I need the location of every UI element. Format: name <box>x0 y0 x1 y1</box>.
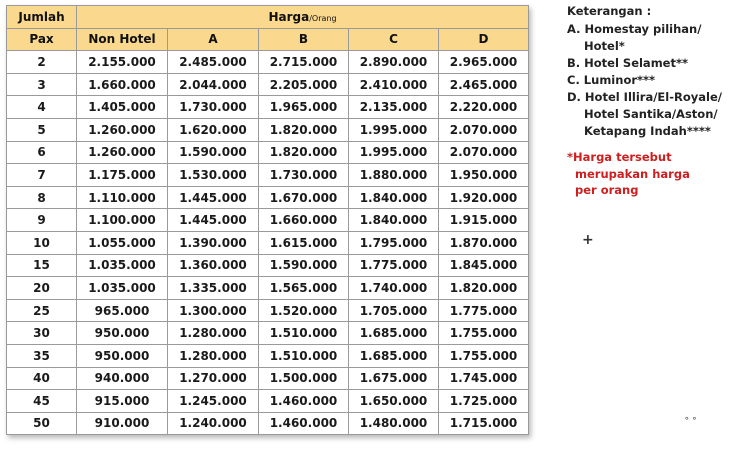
note-item-d-line1: D. Hotel Illira/El-Royale/ <box>567 90 722 104</box>
price-note-line1: *Harga tersebut <box>567 150 672 164</box>
note-item-b-line1: B. Hotel Selamet** <box>567 56 688 70</box>
price-cell: 1.840.000 <box>349 186 439 209</box>
price-cell: 1.035.000 <box>77 277 168 300</box>
pax-cell: 7 <box>7 164 77 187</box>
header-jumlah: Jumlah <box>7 6 77 29</box>
price-cell: 2.485.000 <box>168 51 259 74</box>
price-cell: 1.920.000 <box>439 186 529 209</box>
price-cell: 1.725.000 <box>439 390 529 413</box>
price-cell: 1.715.000 <box>439 412 529 435</box>
price-cell: 2.070.000 <box>439 141 529 164</box>
price-cell: 2.155.000 <box>77 51 168 74</box>
price-cell: 1.755.000 <box>439 344 529 367</box>
note-item-c-line1: C. Luminor*** <box>567 73 656 87</box>
price-cell: 1.870.000 <box>439 231 529 254</box>
price-cell: 1.740.000 <box>349 277 439 300</box>
table-row <box>7 322 529 345</box>
pax-cell: 9 <box>7 209 77 232</box>
header-col-d: D <box>439 28 529 51</box>
price-cell: 2.890.000 <box>349 51 439 74</box>
price-cell: 1.620.000 <box>168 118 259 141</box>
price-cell: 2.410.000 <box>349 73 439 96</box>
price-cell: 1.390.000 <box>168 231 259 254</box>
pax-cell: 3 <box>7 73 77 96</box>
price-note <box>567 149 732 199</box>
pax-cell: 20 <box>7 277 77 300</box>
pax-cell: 10 <box>7 231 77 254</box>
header-col-a: A <box>168 28 259 51</box>
price-cell: 1.820.000 <box>259 141 349 164</box>
price-cell: 2.205.000 <box>259 73 349 96</box>
price-cell: 1.845.000 <box>439 254 529 277</box>
price-cell: 1.660.000 <box>77 73 168 96</box>
price-cell: 1.745.000 <box>439 367 529 390</box>
header-col-non-hotel: Non Hotel <box>77 28 168 51</box>
price-cell: 1.915.000 <box>439 209 529 232</box>
header-harga-label: Harga <box>268 9 310 24</box>
table-row <box>7 118 529 141</box>
pax-cell: 40 <box>7 367 77 390</box>
price-note-line3: per orang <box>575 183 639 197</box>
pax-cell: 2 <box>7 51 77 74</box>
table-row <box>7 209 529 232</box>
price-cell: 1.270.000 <box>168 367 259 390</box>
pax-cell: 8 <box>7 186 77 209</box>
price-cell: 2.715.000 <box>259 51 349 74</box>
price-cell: 1.590.000 <box>259 254 349 277</box>
header-harga-sub: /Orang <box>309 13 337 23</box>
table-row <box>7 51 529 74</box>
header-row-2 <box>7 28 529 51</box>
price-cell: 2.465.000 <box>439 73 529 96</box>
price-cell: 1.245.000 <box>168 390 259 413</box>
price-cell: 1.775.000 <box>349 254 439 277</box>
table-row <box>7 344 529 367</box>
price-cell: 1.820.000 <box>439 277 529 300</box>
note-item-a-line1: A. Homestay pilihan/ <box>567 22 702 36</box>
price-cell: 1.260.000 <box>77 141 168 164</box>
price-cell: 1.590.000 <box>168 141 259 164</box>
pax-cell: 35 <box>7 344 77 367</box>
price-cell: 965.000 <box>77 299 168 322</box>
pax-cell: 45 <box>7 390 77 413</box>
price-cell: 1.445.000 <box>168 209 259 232</box>
pax-cell: 4 <box>7 96 77 119</box>
price-cell: 1.280.000 <box>168 344 259 367</box>
header-col-c: C <box>349 28 439 51</box>
price-cell: 1.840.000 <box>349 209 439 232</box>
pax-cell: 30 <box>7 322 77 345</box>
price-cell: 2.965.000 <box>439 51 529 74</box>
table-row <box>7 277 529 300</box>
plus-icon: + <box>582 232 594 248</box>
notes-title: Keterangan : <box>567 4 652 18</box>
price-cell: 2.044.000 <box>168 73 259 96</box>
price-note-line2: merupakan harga <box>575 166 690 181</box>
price-cell: 2.220.000 <box>439 96 529 119</box>
price-cell: 1.530.000 <box>168 164 259 187</box>
table-row <box>7 299 529 322</box>
table-row <box>7 186 529 209</box>
price-cell: 1.755.000 <box>439 322 529 345</box>
price-cell: 2.070.000 <box>439 118 529 141</box>
price-cell: 1.705.000 <box>349 299 439 322</box>
note-item-a <box>567 21 732 55</box>
price-cell: 1.820.000 <box>259 118 349 141</box>
table-row <box>7 96 529 119</box>
price-cell: 2.135.000 <box>349 96 439 119</box>
price-cell: 1.460.000 <box>259 390 349 413</box>
pax-cell: 6 <box>7 141 77 164</box>
price-cell: 1.615.000 <box>259 231 349 254</box>
price-table-body <box>7 51 529 435</box>
header-harga <box>77 6 529 29</box>
table-row <box>7 164 529 187</box>
pax-cell: 5 <box>7 118 77 141</box>
price-cell: 1.100.000 <box>77 209 168 232</box>
table-row <box>7 254 529 277</box>
note-item-c <box>567 72 732 89</box>
table-row <box>7 412 529 435</box>
notes-panel <box>567 3 732 199</box>
price-cell: 1.510.000 <box>259 344 349 367</box>
price-cell: 1.460.000 <box>259 412 349 435</box>
price-cell: 1.565.000 <box>259 277 349 300</box>
price-cell: 1.240.000 <box>168 412 259 435</box>
price-cell: 1.995.000 <box>349 118 439 141</box>
price-cell: 1.795.000 <box>349 231 439 254</box>
price-cell: 1.685.000 <box>349 322 439 345</box>
price-cell: 1.730.000 <box>168 96 259 119</box>
table-row <box>7 73 529 96</box>
header-pax: Pax <box>7 28 77 51</box>
price-cell: 1.405.000 <box>77 96 168 119</box>
note-item-d-line3: Ketapang Indah**** <box>584 124 711 138</box>
table-row <box>7 367 529 390</box>
price-cell: 915.000 <box>77 390 168 413</box>
note-item-d <box>567 89 732 140</box>
table-row <box>7 390 529 413</box>
price-cell: 1.880.000 <box>349 164 439 187</box>
price-cell: 950.000 <box>77 322 168 345</box>
price-cell: 1.445.000 <box>168 186 259 209</box>
price-cell: 1.995.000 <box>349 141 439 164</box>
pax-cell: 50 <box>7 412 77 435</box>
note-item-a-line2: Hotel* <box>584 39 625 53</box>
price-cell: 1.965.000 <box>259 96 349 119</box>
price-cell: 1.730.000 <box>259 164 349 187</box>
price-cell: 1.950.000 <box>439 164 529 187</box>
price-cell: 1.775.000 <box>439 299 529 322</box>
note-item-b <box>567 55 732 72</box>
price-cell: 940.000 <box>77 367 168 390</box>
price-cell: 1.685.000 <box>349 344 439 367</box>
price-cell: 1.055.000 <box>77 231 168 254</box>
price-cell: 1.175.000 <box>77 164 168 187</box>
price-cell: 1.675.000 <box>349 367 439 390</box>
table-row <box>7 231 529 254</box>
price-cell: 950.000 <box>77 344 168 367</box>
dots-icon: ∘∘ <box>684 414 700 424</box>
price-cell: 1.280.000 <box>168 322 259 345</box>
price-cell: 1.260.000 <box>77 118 168 141</box>
price-table <box>6 5 529 435</box>
table-row <box>7 141 529 164</box>
price-cell: 910.000 <box>77 412 168 435</box>
header-row-1 <box>7 6 529 29</box>
price-cell: 1.660.000 <box>259 209 349 232</box>
price-cell: 1.650.000 <box>349 390 439 413</box>
price-cell: 1.300.000 <box>168 299 259 322</box>
price-table-container <box>6 5 529 435</box>
price-cell: 1.035.000 <box>77 254 168 277</box>
pax-cell: 15 <box>7 254 77 277</box>
header-col-b: B <box>259 28 349 51</box>
price-cell: 1.110.000 <box>77 186 168 209</box>
pax-cell: 25 <box>7 299 77 322</box>
price-cell: 1.510.000 <box>259 322 349 345</box>
price-cell: 1.480.000 <box>349 412 439 435</box>
price-cell: 1.520.000 <box>259 299 349 322</box>
price-cell: 1.360.000 <box>168 254 259 277</box>
price-cell: 1.500.000 <box>259 367 349 390</box>
price-cell: 1.335.000 <box>168 277 259 300</box>
price-cell: 1.670.000 <box>259 186 349 209</box>
note-item-d-line2: Hotel Santika/Aston/ <box>584 107 718 121</box>
